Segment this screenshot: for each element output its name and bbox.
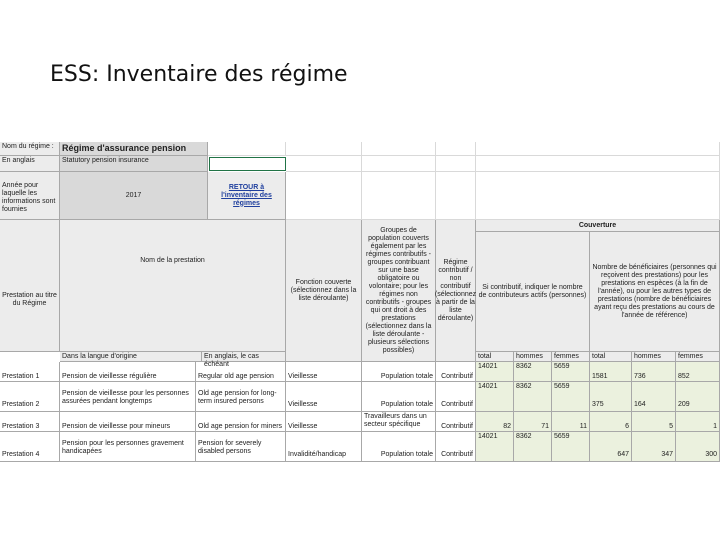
row-3-nom-fr[interactable]: Pension de vieillesse pour mineurs — [60, 412, 196, 432]
header-couverture: Couverture — [476, 220, 720, 232]
empty-cell[interactable] — [362, 172, 436, 220]
row-4-benef-hommes[interactable]: 347 — [632, 432, 676, 462]
row-2-type[interactable]: Contributif — [436, 382, 476, 412]
row-3-id: Prestation 3 — [0, 412, 60, 432]
row-3-contrib-total[interactable]: 82 — [476, 412, 514, 432]
row-1-groupes[interactable]: Population totale — [362, 362, 436, 382]
row-2-groupes[interactable]: Population totale — [362, 382, 436, 412]
subheader-benef-total: total — [590, 352, 632, 362]
subheader-contrib-femmes: femmes — [552, 352, 590, 362]
row-2-contrib-hommes[interactable]: 8362 — [514, 382, 552, 412]
header-nom-prestation: Nom de la prestation — [60, 220, 286, 352]
row-3-contrib-hommes[interactable]: 71 — [514, 412, 552, 432]
row-2-benef-femmes[interactable]: 209 — [676, 382, 720, 412]
row-1-benef-femmes[interactable]: 852 — [676, 362, 720, 382]
row-4-nom-en[interactable]: Pension for severely disabled persons — [196, 432, 286, 462]
header-contributeurs: Si contributif, indiquer le nombre de contributeurs actifs (personnes) — [476, 232, 590, 352]
row-1-nom-en[interactable]: Regular old age pension — [196, 362, 286, 382]
row-2-nom-fr[interactable]: Pension de vieillesse pour les personnes assurées pendant longtemps — [60, 382, 196, 412]
row-1-contrib-total[interactable]: 14021 — [476, 362, 514, 382]
label-en-anglais: En anglais — [0, 156, 60, 172]
row-1-type[interactable]: Contributif — [436, 362, 476, 382]
empty-cell[interactable] — [436, 156, 476, 172]
row-3-contrib-femmes[interactable]: 11 — [552, 412, 590, 432]
row-2-fonction[interactable]: Vieillesse — [286, 382, 362, 412]
regime-name-en-cell[interactable]: Statutory pension insurance — [60, 156, 208, 172]
empty-cell[interactable] — [286, 172, 362, 220]
row-1-benef-total[interactable]: 1581 — [590, 362, 632, 382]
empty-cell[interactable] — [476, 142, 720, 156]
row-4-benef-total[interactable]: 647 — [590, 432, 632, 462]
empty-cell[interactable] — [436, 172, 476, 220]
row-2-id: Prestation 2 — [0, 382, 60, 412]
regime-name-cell[interactable]: Régime d'assurance pension — [60, 142, 208, 156]
header-langue-origine: Dans la langue d'origine — [60, 352, 202, 362]
header-beneficiaires: Nombre de bénéficiaires (personnes qui reçoivent des prestations) pour les prestations en espèces (à la fin de l'année), ou pour les autres types de prestations (nombre de bénéficiaires ayant reçu des prestations au cours de l'année de référence) — [590, 232, 720, 352]
row-2-contrib-femmes[interactable]: 5659 — [552, 382, 590, 412]
row-2-contrib-total[interactable]: 14021 — [476, 382, 514, 412]
empty-cell[interactable] — [286, 142, 362, 156]
header-en-anglais: En anglais, le cas échéant — [202, 352, 286, 362]
empty-cell[interactable] — [286, 156, 362, 172]
row-4-benef-femmes[interactable]: 300 — [676, 432, 720, 462]
selected-cell[interactable] — [209, 157, 286, 171]
header-prestation-regime: Prestation au titre du Régime — [0, 282, 60, 318]
row-2-benef-total[interactable]: 375 — [590, 382, 632, 412]
row-1-contrib-hommes[interactable]: 8362 — [514, 362, 552, 382]
empty-cell[interactable] — [362, 142, 436, 156]
row-1-id: Prestation 1 — [0, 362, 60, 382]
row-4-contrib-total[interactable]: 14021 — [476, 432, 514, 462]
row-2-nom-en[interactable]: Old age pension for long-term insured persons — [196, 382, 286, 412]
row-1-nom-fr[interactable]: Pension de vieillesse régulière — [60, 362, 196, 382]
header-groupes: Groupes de population couverts également par les régimes contributifs - groupes contribuant sur une base obligatoire ou volontaire; pour les régimes non contributifs - groupes qui ont droit à des prestations (sélectionnez dans la liste déroulante - plusieurs sélections possibles) — [362, 220, 436, 362]
row-3-benef-total[interactable]: 6 — [590, 412, 632, 432]
empty-cell[interactable] — [476, 156, 720, 172]
row-3-benef-femmes[interactable]: 1 — [676, 412, 720, 432]
row-4-contrib-femmes[interactable]: 5659 — [552, 432, 590, 462]
subheader-benef-femmes: femmes — [676, 352, 720, 362]
row-4-groupes[interactable]: Population totale — [362, 432, 436, 462]
annee-cell[interactable]: 2017 — [60, 172, 208, 220]
row-3-type[interactable]: Contributif — [436, 412, 476, 432]
subheader-contrib-hommes: hommes — [514, 352, 552, 362]
row-4-fonction[interactable]: Invalidité/handicap — [286, 432, 362, 462]
empty-cell[interactable] — [208, 142, 286, 156]
row-3-groupes[interactable]: Travailleurs dans un secteur spécifique — [362, 412, 436, 432]
header-fonction: Fonction couverte (sélectionnez dans la liste déroulante) — [286, 220, 362, 362]
header-regime-contributif: Régime contributif / non contributif (sélectionnez à partir de la liste déroulante) — [436, 220, 476, 362]
row-3-benef-hommes[interactable]: 5 — [632, 412, 676, 432]
row-4-type[interactable]: Contributif — [436, 432, 476, 462]
subheader-contrib-total: total — [476, 352, 514, 362]
empty-cell[interactable] — [362, 156, 436, 172]
slide-title: ESS: Inventaire des régime — [50, 62, 348, 87]
row-4-id: Prestation 4 — [0, 432, 60, 462]
spreadsheet — [0, 142, 720, 462]
row-3-fonction[interactable]: Vieillesse — [286, 412, 362, 432]
label-annee: Année pour laquelle les informations sont fournies — [0, 172, 60, 220]
label-nom-regime: Nom du régime : — [0, 142, 60, 156]
empty-cell[interactable] — [436, 142, 476, 156]
row-4-contrib-hommes[interactable]: 8362 — [514, 432, 552, 462]
row-1-fonction[interactable]: Vieillesse — [286, 362, 362, 382]
row-3-nom-en[interactable]: Old age pension for miners — [196, 412, 286, 432]
subheader-benef-hommes: hommes — [632, 352, 676, 362]
row-4-nom-fr[interactable]: Pension pour les personnes gravement handicapées — [60, 432, 196, 462]
row-1-benef-hommes[interactable]: 736 — [632, 362, 676, 382]
row-1-contrib-femmes[interactable]: 5659 — [552, 362, 590, 382]
row-2-benef-hommes[interactable]: 164 — [632, 382, 676, 412]
retour-inventaire-link[interactable]: RETOUR à l'inventaire des régimes — [208, 172, 286, 220]
empty-cell[interactable] — [476, 172, 720, 220]
